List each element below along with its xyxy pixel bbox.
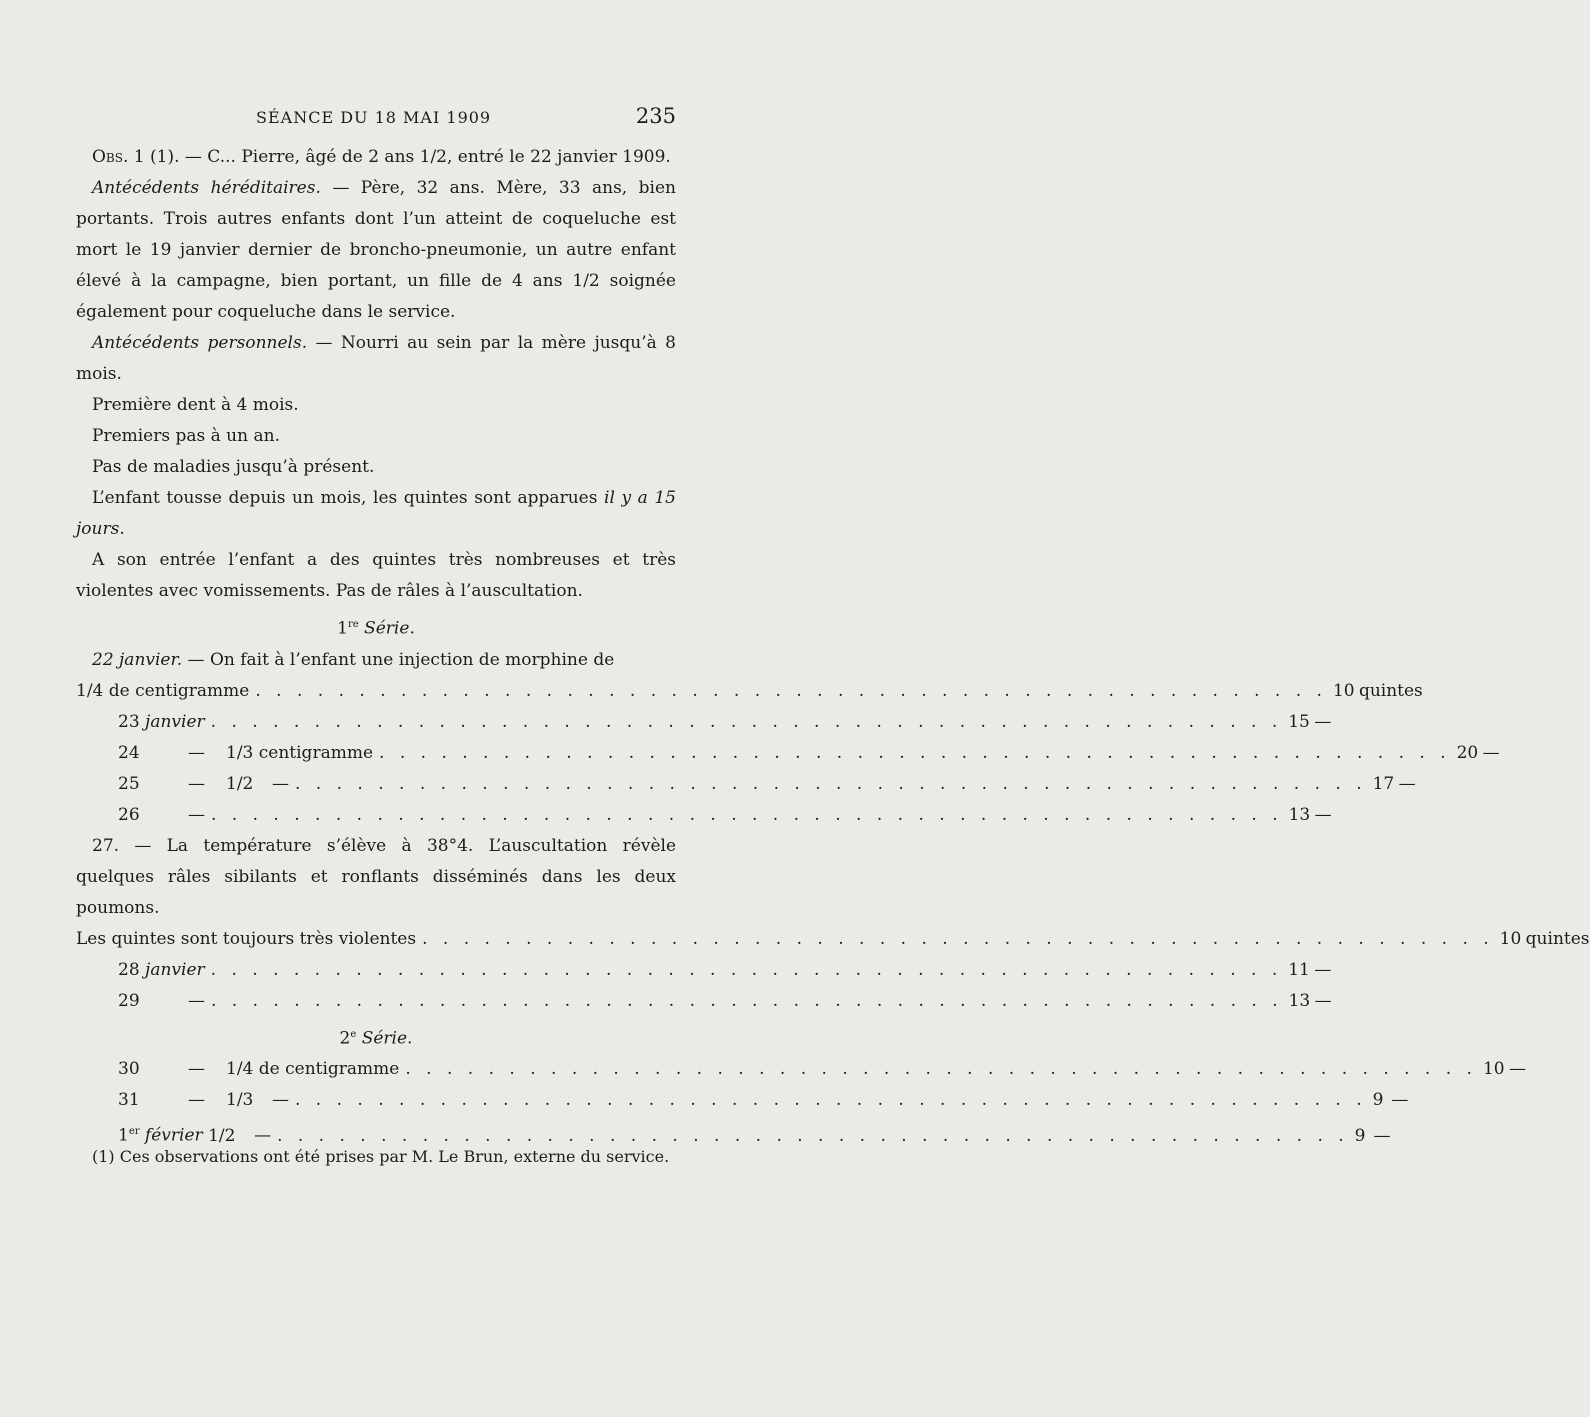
hereditary-paragraph <box>76 173 676 328</box>
dose-row: 30 — 1/4 de centigramme . . . . . . . . . . . . . . . . . . . . . . . . . . . . . . . . . . . . . . . . . . . . . . . . . . . . 10 — <box>76 1054 676 1085</box>
quintes-count: 9 <box>1372 1090 1384 1111</box>
footnote: (1) Ces observations ont été prises par M. Le Brun, externe du service. <box>92 1147 670 1166</box>
cough-paragraph <box>76 483 676 545</box>
quintes-count: 10 <box>1482 1059 1505 1080</box>
series-1-intro <box>76 645 676 676</box>
quintes-count: 20 <box>1456 742 1479 763</box>
dose-row: 1/4 de centigramme . . . . . . . . . . . . . . . . . . . . . . . . . . . . . . . . . . . . . . . . . . . . . . . . . . . . 10 quintes <box>76 676 676 707</box>
cough-end: . <box>119 519 125 539</box>
quintes-count: 17 <box>1372 773 1395 794</box>
personal-title: Antécédents personnels. <box>92 333 308 353</box>
quintes-count: 15 <box>1288 711 1310 732</box>
leader-dots: . . . . . . . . . . . . . . . . . . . . . . . . . . . . . . . . . . . . . . . . . . . . . . . . . . . . <box>295 1090 1367 1111</box>
leader-dots: . . . . . . . . . . . . . . . . . . . . . . . . . . . . . . . . . . . . . . . . . . . . . . . . . . . . <box>210 959 1283 980</box>
hereditary-text: — Père, 32 ans. Mère, 33 ans, bien portants. Trois autres enfants dont l’un atteint de coqueluche est mort le 19 janvier dernier de broncho-pneumonie, un autre enfant élevé à la campagne, bien portant, un fille de 4 ans 1/2 soignée également pour coqueluche dans le service. <box>76 178 676 322</box>
fact-line: Premiers pas à un an. <box>92 426 280 446</box>
obs-number: . 1 (1). <box>122 147 180 167</box>
leader-dots: . . . . . . . . . . . . . . . . . . . . . . . . . . . . . . . . . . . . . . . . . . . . . . . . . . . . <box>210 711 1283 732</box>
fact-line: Pas de maladies jusqu’à présent. <box>92 457 375 477</box>
quintes-count: 10 <box>1332 680 1355 701</box>
entry-paragraph: A son entrée l’enfant a des quintes très nombreuses et très violentes avec vomissements. Pas de râles à l’auscultation. <box>76 550 676 601</box>
dose-row: 26 — . . . . . . . . . . . . . . . . . . . . . . . . . . . . . . . . . . . . . . . . . . . . . . . . . . . . 13 — <box>76 800 676 831</box>
body-text <box>76 142 1590 1147</box>
series-1-title: 1re Série. <box>337 618 415 639</box>
dose-row: 31 — 1/3 — . . . . . . . . . . . . . . . . . . . . . . . . . . . . . . . . . . . . . . . . . . . . . . . . . . . . 9 — <box>76 1085 676 1116</box>
personal-text: — Nourri au sein par la mère jusqu’à 8 mois. <box>76 333 676 384</box>
dose-row: 1er février 1/2 — . . . . . . . . . . . . . . . . . . . . . . . . . . . . . . . . . . . . . . . . . . . . . . . . . . . . 9 — <box>76 1116 676 1147</box>
observation-heading <box>76 142 676 173</box>
leader-dots: . . . . . . . . . . . . . . . . . . . . . . . . . . . . . . . . . . . . . . . . . . . . . . . . . . . . <box>295 773 1367 794</box>
series-1-intro-text: — On fait à l’enfant une injection de morphine de <box>182 649 615 670</box>
cough-italic: il y a 15 jours <box>76 488 676 539</box>
series-1-date: 22 janvier. <box>92 649 183 670</box>
dose-row: 25 — 1/2 — . . . . . . . . . . . . . . . . . . . . . . . . . . . . . . . . . . . . . . . . . . . . . . . . . . . . 17 — <box>76 769 676 800</box>
series-2-title: 2e Série. <box>339 1028 413 1049</box>
temperature-paragraph: 27. — La température s’élève à 38°4. L’auscultation révèle quelques râles sibilants et ronflants disséminés dans les deux poumons. <box>76 835 676 918</box>
quintes-count: 13 <box>1288 804 1311 825</box>
leader-dots: . . . . . . . . . . . . . . . . . . . . . . . . . . . . . . . . . . . . . . . . . . . . . . . . . . . . <box>422 928 1494 949</box>
leader-dots: . . . . . . . . . . . . . . . . . . . . . . . . . . . . . . . . . . . . . . . . . . . . . . . . . . . . <box>211 990 1283 1011</box>
cough-text: L’enfant tousse depuis un mois, les quintes sont apparues <box>92 488 605 508</box>
leader-dots: . . . . . . . . . . . . . . . . . . . . . . . . . . . . . . . . . . . . . . . . . . . . . . . . . . . . <box>255 680 1327 701</box>
dose-row: 29 — . . . . . . . . . . . . . . . . . . . . . . . . . . . . . . . . . . . . . . . . . . . . . . . . . . . . 13 — <box>76 986 676 1017</box>
leader-dots: . . . . . . . . . . . . . . . . . . . . . . . . . . . . . . . . . . . . . . . . . . . . . . . . . . . . <box>277 1125 1349 1146</box>
running-head: SÉANCE DU 18 MAI 1909 <box>256 108 492 127</box>
page-header <box>76 104 676 134</box>
quintes-count: 13 <box>1288 990 1311 1011</box>
leader-dots: . . . . . . . . . . . . . . . . . . . . . . . . . . . . . . . . . . . . . . . . . . . . . . . . . . . . <box>405 1059 1477 1080</box>
hereditary-title: Antécédents héréditaires. <box>92 178 321 198</box>
dose-row: 24 — 1/3 centigramme . . . . . . . . . . . . . . . . . . . . . . . . . . . . . . . . . . . . . . . . . . . . . . . . . . . . 20 — <box>76 738 676 769</box>
leader-dots: . . . . . . . . . . . . . . . . . . . . . . . . . . . . . . . . . . . . . . . . . . . . . . . . . . . . <box>379 742 1451 763</box>
page-number: 235 <box>635 104 676 128</box>
personal-paragraph <box>76 328 676 390</box>
leader-dots: . . . . . . . . . . . . . . . . . . . . . . . . . . . . . . . . . . . . . . . . . . . . . . . . . . . . <box>211 804 1283 825</box>
quintes-count: 10 <box>1499 928 1522 949</box>
quintes-count: 9 <box>1354 1125 1366 1146</box>
quintes-count: 11 <box>1288 959 1310 980</box>
obs-label: Obs <box>92 147 123 167</box>
obs-text: — C... Pierre, âgé de 2 ans 1/2, entré le 22 janvier 1909. <box>179 147 671 167</box>
dose-row: 28 janvier . . . . . . . . . . . . . . . . . . . . . . . . . . . . . . . . . . . . . . . . . . . . . . . . . . . . 11 — <box>76 955 676 986</box>
fact-line: Première dent à 4 mois. <box>92 395 299 415</box>
dose-row: 23 janvier . . . . . . . . . . . . . . . . . . . . . . . . . . . . . . . . . . . . . . . . . . . . . . . . . . . . 15 — <box>76 707 676 738</box>
dose-row: Les quintes sont toujours très violentes . . . . . . . . . . . . . . . . . . . . . . . . . . . . . . . . . . . . . . . . . . . . . . . . . . . . 10 quintes <box>76 924 676 955</box>
